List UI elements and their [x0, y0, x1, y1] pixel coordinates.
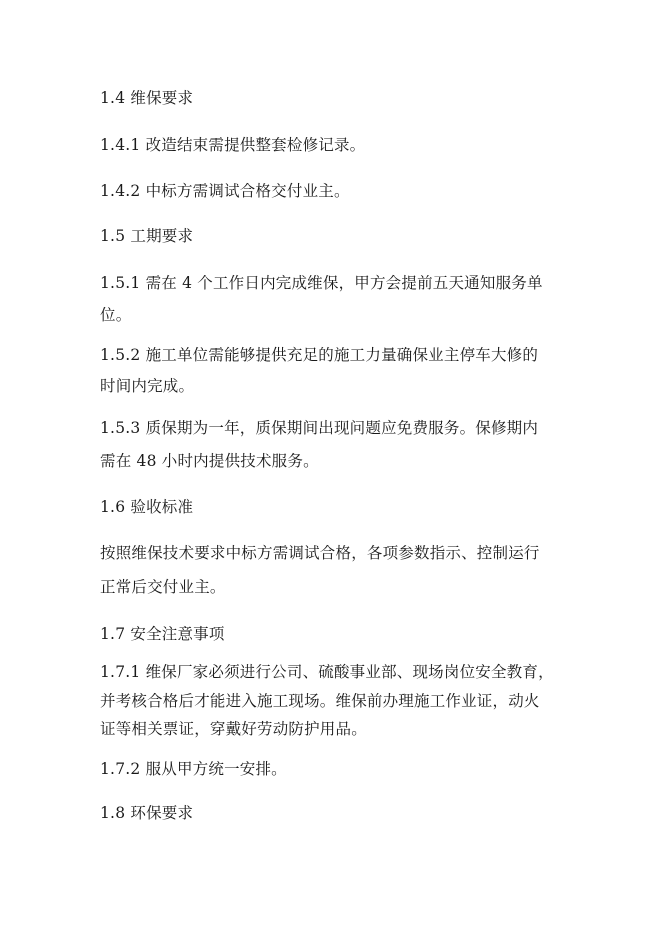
heading-1-5: 1.5 工期要求	[100, 227, 194, 245]
paragraph-1-5-2-line-1: 1.5.2 施工单位需能够提供充足的施工力量确保业主停车大修的	[100, 346, 539, 364]
paragraph-1-6-line-2: 正常后交付业主。	[100, 578, 226, 596]
heading-1-7: 1.7 安全注意事项	[100, 625, 225, 643]
paragraph-1-5-3-line-2: 需在 48 小时内提供技术服务。	[100, 452, 319, 470]
paragraph-1-7-2: 1.7.2 服从甲方统一安排。	[100, 760, 287, 778]
paragraph-1-4-1: 1.4.1 改造结束需提供整套检修记录。	[100, 136, 366, 154]
paragraph-1-5-1-line-1: 1.5.1 需在 4 个工作日内完成维保，甲方会提前五天通知服务单	[100, 274, 543, 292]
paragraph-1-6-line-1: 按照维保技术要求中标方需调试合格，各项参数指示、控制运行	[100, 544, 540, 562]
heading-1-4: 1.4 维保要求	[100, 89, 194, 107]
paragraph-1-7-1-line-2: 并考核合格后才能进入施工现场。维保前办理施工作业证，动火	[100, 692, 540, 710]
paragraph-1-5-2-line-2: 时间内完成。	[100, 377, 195, 395]
heading-1-6: 1.6 验收标准	[100, 498, 194, 516]
heading-1-8: 1.8 环保要求	[100, 804, 194, 822]
paragraph-1-5-3-line-1: 1.5.3 质保期为一年，质保期间出现问题应免费服务。保修期内	[100, 419, 539, 437]
paragraph-1-4-2: 1.4.2 中标方需调试合格交付业主。	[100, 182, 350, 200]
paragraph-1-7-1-line-3: 证等相关票证，穿戴好劳动防护用品。	[100, 720, 367, 738]
paragraph-1-5-1-line-2: 位。	[100, 306, 132, 324]
paragraph-1-7-1-line-1: 1.7.1 维保厂家必须进行公司、硫酸事业部、现场岗位安全教育，	[100, 663, 554, 681]
